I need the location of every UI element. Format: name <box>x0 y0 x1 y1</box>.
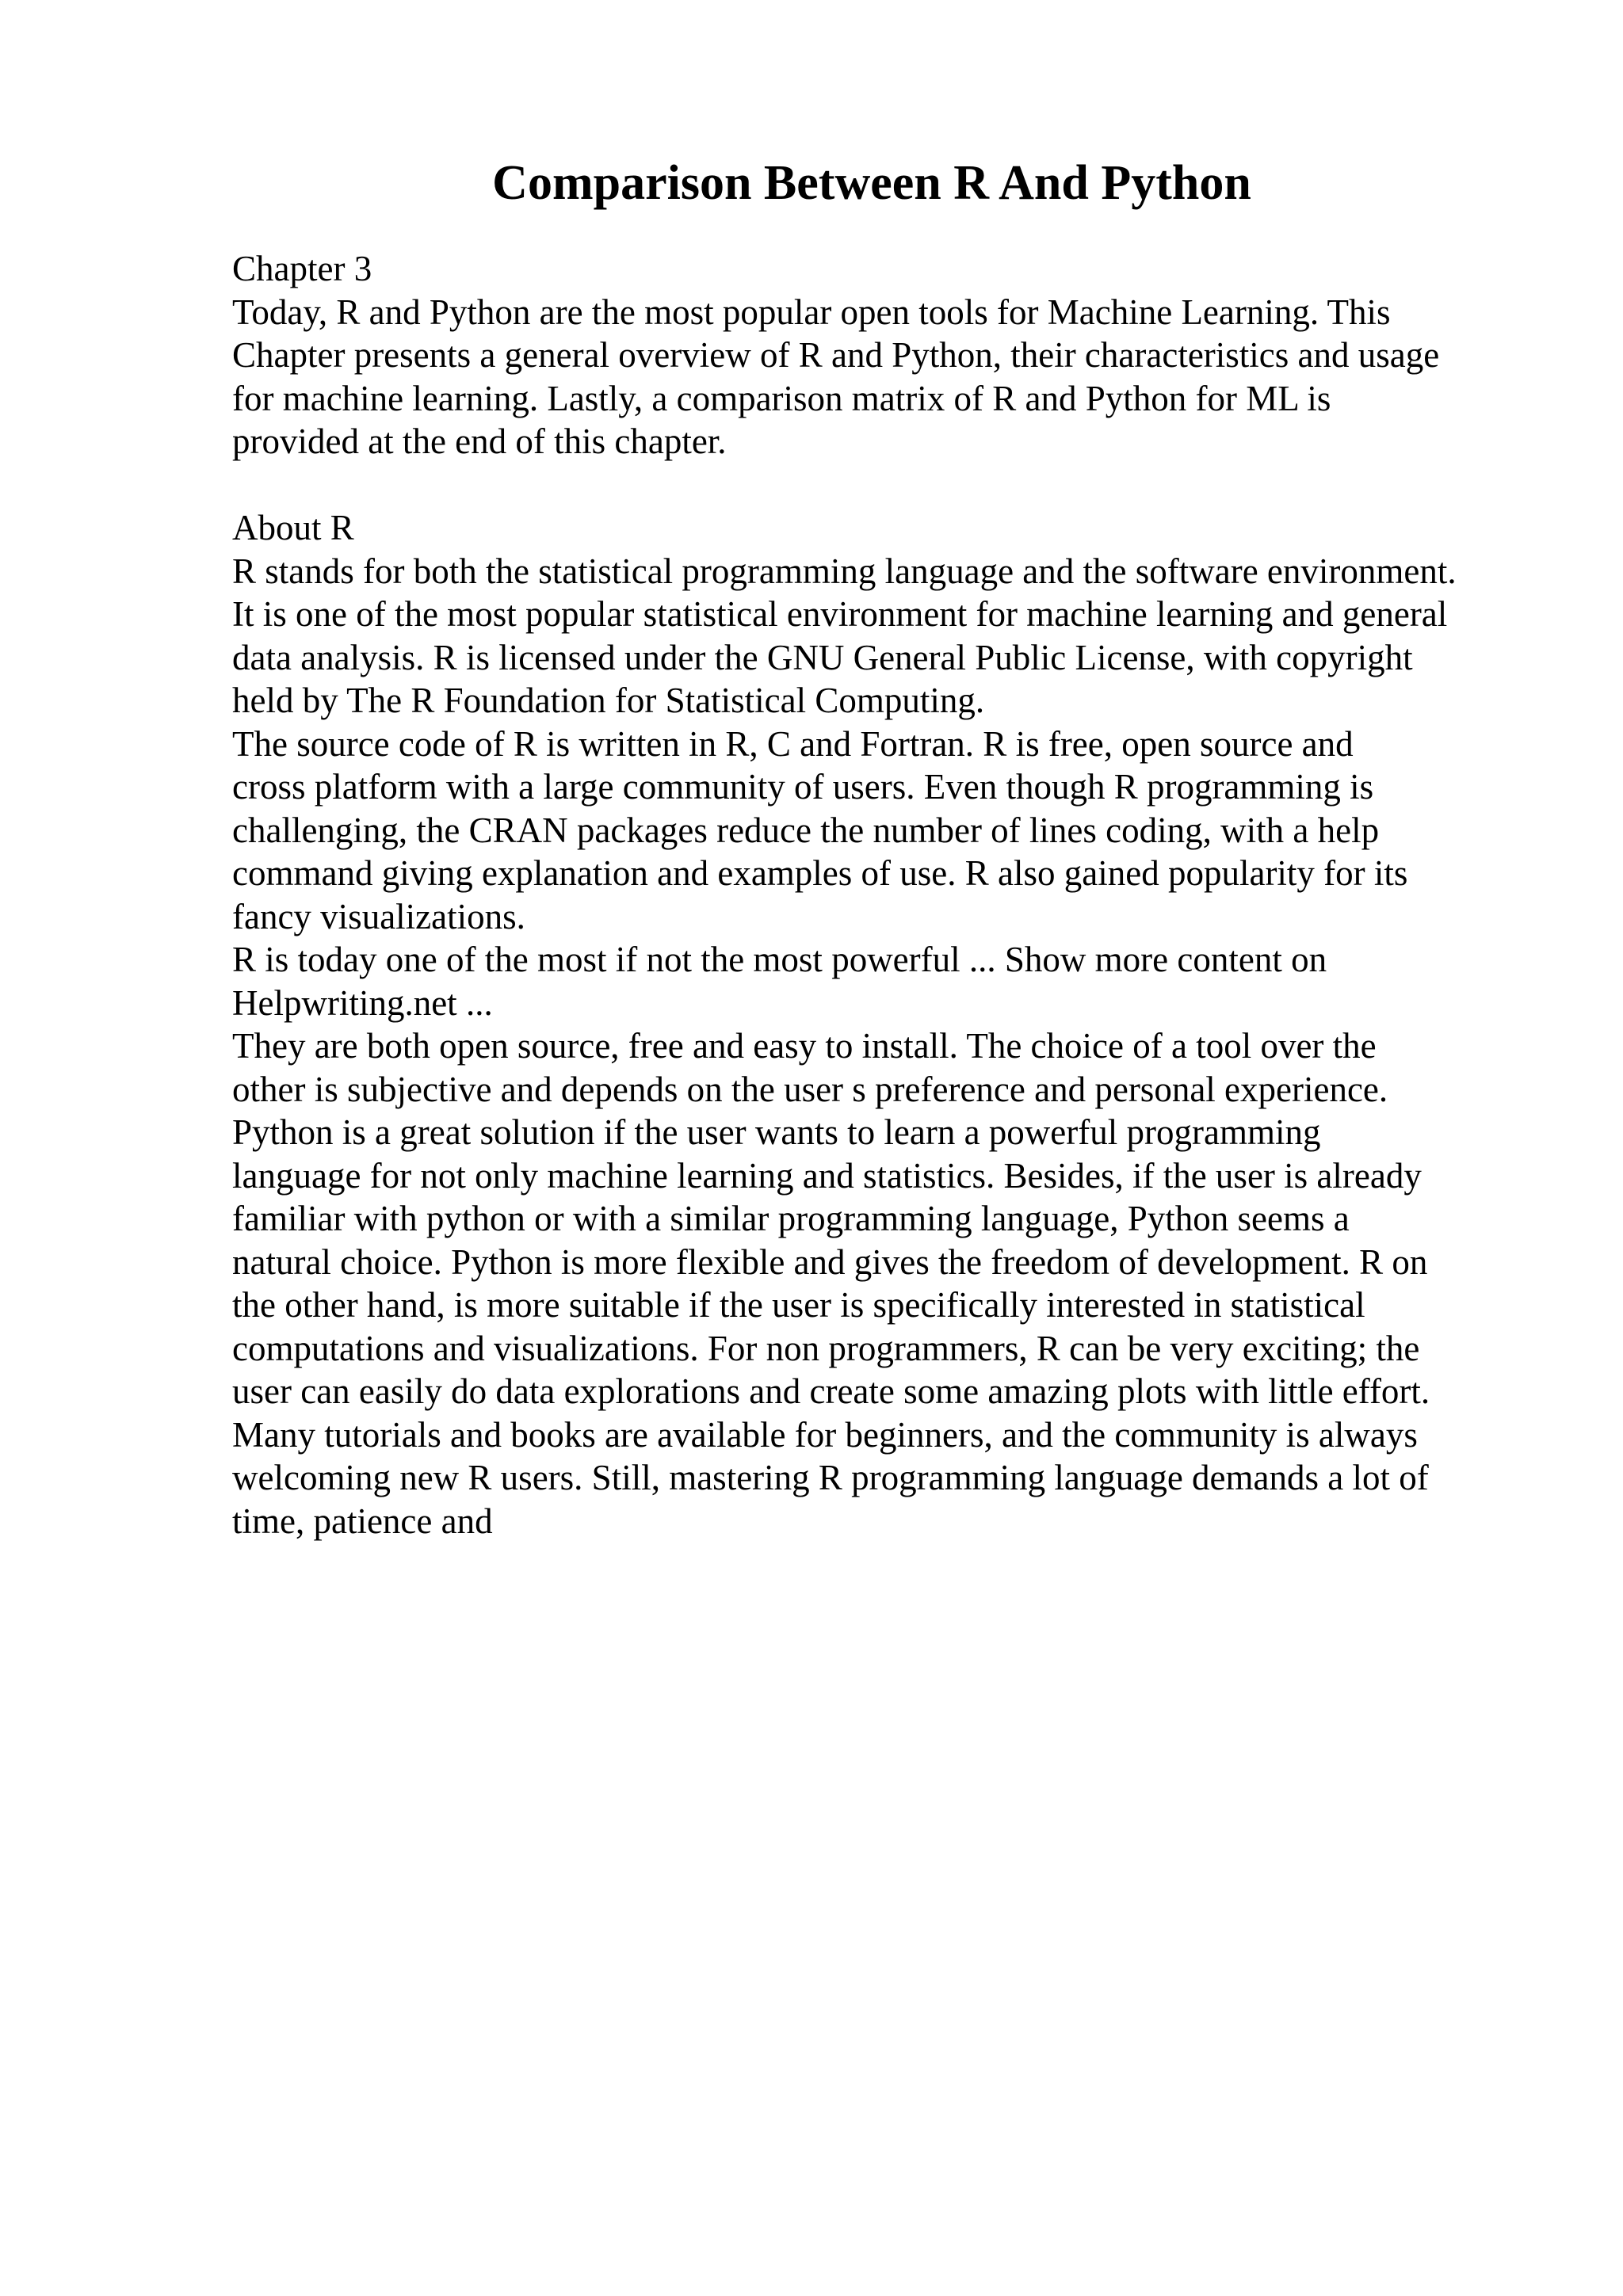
body-line: welcoming new R users. Still, mastering R programming language demands a lot of <box>232 1458 1429 1497</box>
body-line: R is today one of the most if not the most powerful ... Show more content on <box>232 940 1327 979</box>
intro-line: Chapter 3 <box>232 249 372 288</box>
body-line: fancy visualizations. <box>232 896 525 936</box>
document-title: Comparison Between R And Python <box>492 156 1251 210</box>
body-line: Many tutorials and books are available for beginners, and the community is always <box>232 1414 1418 1455</box>
paragraph-gap <box>232 463 1579 507</box>
body-line: time, patience and <box>232 1501 493 1541</box>
body-line: language for not only machine learning and statistics. Besides, if the user is already <box>232 1155 1422 1196</box>
body-line: command giving explanation and examples of use. R also gained popularity for its <box>232 853 1408 893</box>
section-heading-about-r: About R <box>232 508 354 547</box>
body-line: They are both open source, free and easy to install. The choice of a tool over the <box>232 1026 1377 1066</box>
body-line: the other hand, is more suitable if the user is specifically interested in statistical <box>232 1285 1365 1325</box>
intro-line: provided at the end of this chapter. <box>232 421 727 461</box>
intro-line: Chapter presents a general overview of R and Python, their characteristics and usage <box>232 335 1440 375</box>
body-line: other is subjective and depends on the user s preference and personal experience. <box>232 1069 1388 1109</box>
body-line: cross platform with a large community of users. Even though R programming is <box>232 767 1374 807</box>
body-line: natural choice. Python is more flexible and gives the freedom of development. R on <box>232 1241 1428 1282</box>
body-line: computations and visualizations. For non programmers, R can be very exciting; the <box>232 1328 1420 1368</box>
document-body <box>232 247 1579 1543</box>
body-line: Helpwriting.net ... <box>232 982 493 1023</box>
title-container <box>0 147 1623 219</box>
body-line: R stands for both the statistical programming language and the software environment. <box>232 551 1457 591</box>
body-line: challenging, the CRAN packages reduce the number of lines coding, with a help <box>232 810 1380 850</box>
body-line: user can easily do data explorations and create some amazing plots with little effort. <box>232 1371 1430 1411</box>
body-line: held by The R Foundation for Statistical Computing. <box>232 681 985 720</box>
intro-line: for machine learning. Lastly, a comparison matrix of R and Python for ML is <box>232 378 1331 418</box>
body-line: familiar with python or with a similar programming language, Python seems a <box>232 1199 1350 1238</box>
body-line: data analysis. R is licensed under the GNU General Public License, with copyright <box>232 637 1413 677</box>
body-line: Python is a great solution if the user wants to learn a powerful programming <box>232 1112 1321 1152</box>
body-line: It is one of the most popular statistical environment for machine learning and general <box>232 594 1448 634</box>
intro-line: Today, R and Python are the most popular open tools for Machine Learning. This <box>232 292 1391 332</box>
body-line: The source code of R is written in R, C and Fortran. R is free, open source and <box>232 723 1354 764</box>
